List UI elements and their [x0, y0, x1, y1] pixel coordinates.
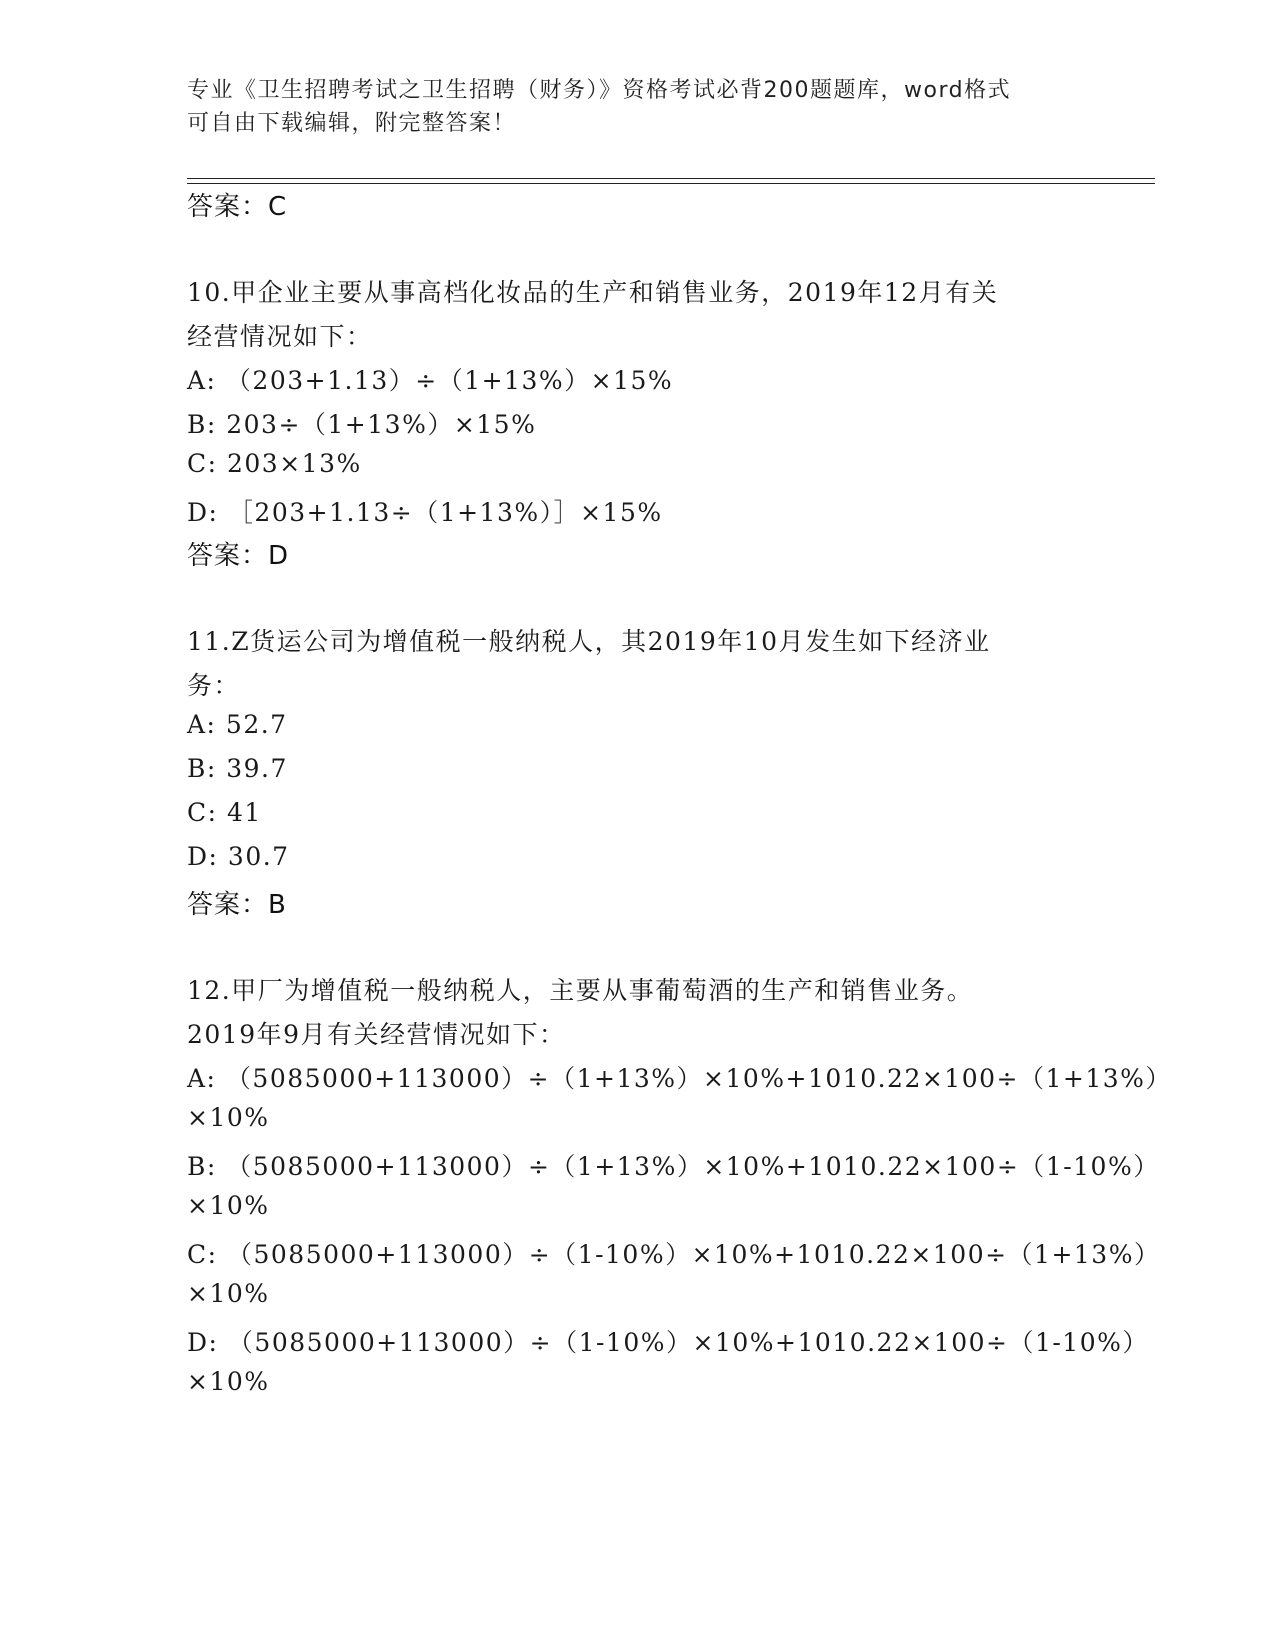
document-header — [187, 74, 1067, 140]
header-line-2: 可自由下载编辑，附完整答案！ — [187, 111, 517, 136]
q11-answer: 答案：B — [187, 890, 287, 920]
q10-option-b: B: 203÷（1+13%）×15% — [187, 410, 537, 439]
previous-answer: 答案：C — [187, 192, 288, 222]
q11-option-b: B: 39.7 — [187, 754, 288, 783]
q10-option-c: C: 203×13% — [187, 449, 362, 478]
q11-option-d: D: 30.7 — [187, 842, 290, 871]
q12-option-b-line-2: ×10% — [187, 1191, 270, 1220]
q11-stem-line-2: 务： — [187, 671, 241, 700]
q12-option-c-line-1: C: （5085000+113000）÷（1-10%）×10%+1010.22×100÷（1+13%） — [187, 1240, 1161, 1269]
q10-answer: 答案：D — [187, 541, 290, 571]
q12-option-b-line-1: B: （5085000+113000）÷（1+13%）×10%+1010.22×100÷（1-10%） — [187, 1152, 1160, 1181]
q11-option-a: A: 52.7 — [187, 710, 288, 739]
q11-option-c: C: 41 — [187, 798, 262, 827]
q12-option-a-line-2: ×10% — [187, 1103, 270, 1132]
q12-stem-line-2: 2019年9月有关经营情况如下： — [187, 1020, 566, 1049]
q10-stem-line-2: 经营情况如下： — [187, 322, 373, 351]
q12-option-c-line-2: ×10% — [187, 1279, 270, 1308]
q12-option-d-line-2: ×10% — [187, 1367, 270, 1396]
q10-option-a: A: （203+1.13）÷（1+13%）×15% — [187, 366, 674, 395]
header-divider-top — [187, 178, 1155, 179]
q12-stem-line-1: 12.甲厂为增值税一般纳税人，主要从事葡萄酒的生产和销售业务。 — [187, 976, 974, 1005]
q12-option-d-line-1: D: （5085000+113000）÷（1-10%）×10%+1010.22×100÷（1-10%） — [187, 1328, 1149, 1357]
header-line-1: 专业《卫生招聘考试之卫生招聘（财务）》资格考试必背200题题库，word格式 — [187, 78, 1012, 103]
q11-stem-line-1: 11.Z货运公司为增值税一般纳税人，其2019年10月发生如下经济业 — [187, 627, 991, 656]
header-divider-bottom — [187, 183, 1155, 184]
q12-option-a-line-1: A: （5085000+113000）÷（1+13%）×10%+1010.22×100÷（1+13%） — [187, 1064, 1172, 1093]
q10-option-d: D: ［203+1.13÷（1+13%）］×15% — [187, 498, 663, 527]
q10-stem-line-1: 10.甲企业主要从事高档化妆品的生产和销售业务，2019年12月有关 — [187, 278, 999, 307]
